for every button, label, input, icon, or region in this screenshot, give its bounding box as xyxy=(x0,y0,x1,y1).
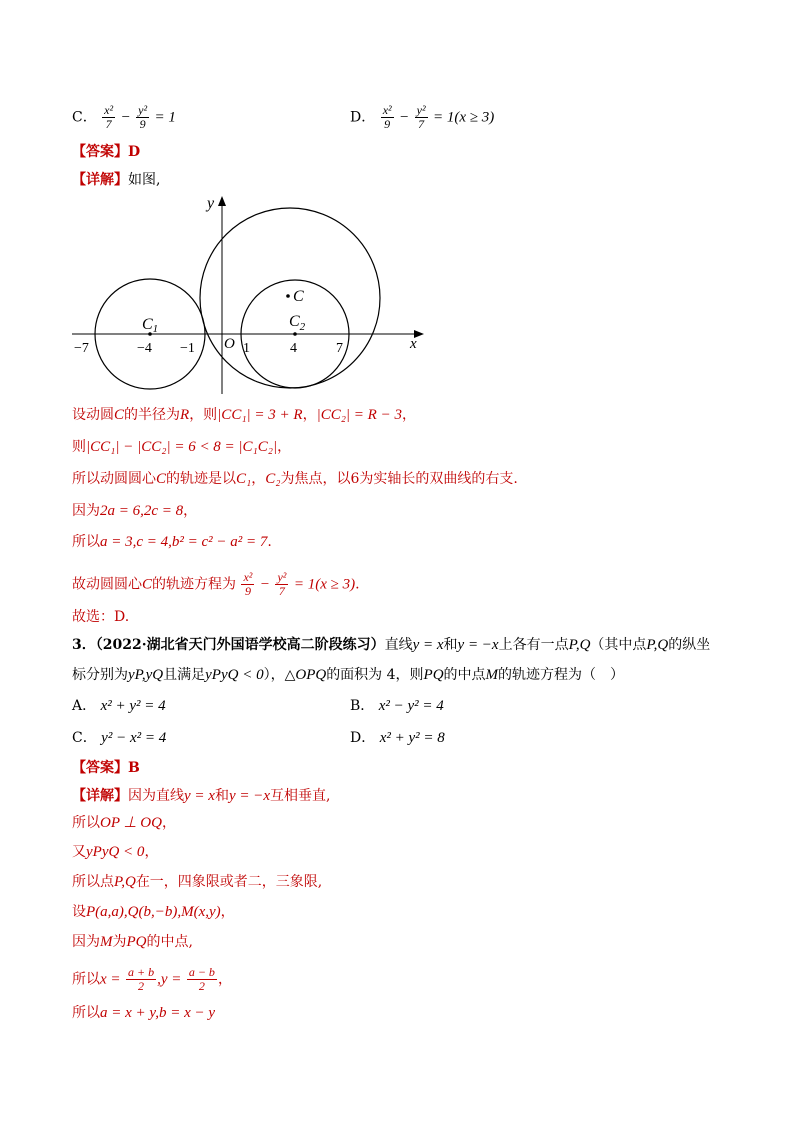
point-c xyxy=(286,294,290,298)
fraction: $\frac{\text{x²}}{9}$ xyxy=(382,103,392,131)
tick-label: 7 xyxy=(336,341,343,356)
tick-label: −7 xyxy=(74,341,89,356)
solution-line: 所以OP ⊥ OQ， xyxy=(72,815,176,831)
circles-figure xyxy=(60,190,440,400)
q3-option-a: A． x² + y² = 4 xyxy=(72,698,166,714)
solution-line: 则|CC₁| − |CC₂| = 6 < 8 = |C₁C₂|， xyxy=(72,439,292,455)
origin-label: O xyxy=(224,336,235,352)
solution-line: 所以点P,Q在一，四象限或者二，三象限, xyxy=(72,874,323,890)
fraction: $\frac{\text{y²}}{9}$ xyxy=(138,103,148,131)
solution-line: 故动圆圆心C的轨迹方程为 $\frac{\text{x²}}{9}$ − $\frac{\text{y²}}{7}$ = 1(x ≥ 3). xyxy=(72,570,360,598)
fraction: $\frac{\text{x²}}{7}$ xyxy=(104,103,114,131)
solution-line: 故选：D. xyxy=(72,609,130,625)
q2-option-c: C． $\frac{\text{x²}}{7}$ − $\frac{\text{y²}}{9}$ = 1 xyxy=(72,103,176,131)
q2-answer: 【答案】D xyxy=(72,144,141,160)
solution-line: 所以a = 3,c = 4,b² = c² − a² = 7. xyxy=(72,534,272,550)
tick-label: 4 xyxy=(290,341,297,356)
c1-label: C1 xyxy=(142,316,159,335)
fraction: $\frac{a + b}{2}$ xyxy=(127,965,155,993)
question-3-line-1: 3．（2022·湖北省天门外国语学校高二阶段练习）直线y = x和y = −x上各有一点P,Q（其中点P,Q的纵坐 xyxy=(72,637,711,653)
q3-option-c: C． y² − x² = 4 xyxy=(72,730,167,746)
point-c2 xyxy=(293,332,297,336)
solution-line: 设P(a,a),Q(b,−b),M(x,y)， xyxy=(72,904,235,920)
q3-answer: 【答案】B xyxy=(72,760,140,776)
tick-label: −4 xyxy=(137,341,152,356)
fraction: $\frac{\text{y²}}{7}$ xyxy=(277,570,287,598)
y-axis-label: y xyxy=(207,195,215,212)
y-axis-arrow-icon xyxy=(218,196,226,206)
solution-line: 设动圆C的半径为R，则|CC₁| = 3 + R，|CC₂| = R − 3， xyxy=(72,407,416,423)
fraction: $\frac{a - b}{2}$ xyxy=(188,965,215,993)
c-label: C xyxy=(293,288,304,305)
solution-line: 又yPyQ < 0， xyxy=(72,844,159,860)
fraction: $\frac{\text{x²}}{9}$ xyxy=(243,570,253,598)
solution-line: 因为2a = 6,2c = 8， xyxy=(72,503,198,519)
circle-c xyxy=(200,208,380,388)
solution-line: 所以动圆圆心C的轨迹是以C₁，C₂为焦点，以6为实轴长的双曲线的右支. xyxy=(72,471,518,487)
solution-line: 因为M为PQ的中点, xyxy=(72,934,193,950)
solution-line: 所以x = $\frac{a + b}{2}$ ,y = $\frac{a - b}{2}$ ， xyxy=(72,965,232,993)
fraction: $\frac{\text{y²}}{7}$ xyxy=(416,103,426,131)
q3-option-b: B． x² − y² = 4 xyxy=(350,698,444,714)
q2-option-d: D． $\frac{\text{x²}}{9}$ − $\frac{\text{y²}}{7}$ = 1(x ≥ 3) xyxy=(350,103,495,131)
solution-line: 【详解】因为直线y = x和y = −x互相垂直, xyxy=(72,788,331,804)
c2-label: $C_2$ xyxy=(289,313,306,333)
tick-label: 1 xyxy=(243,341,250,356)
q3-option-d: D． x² + y² = 8 xyxy=(350,730,445,746)
solution-line: 所以a = x + y,b = x − y xyxy=(72,1005,216,1021)
q2-detail-heading: 【详解】如图, xyxy=(72,172,161,188)
question-3-line-2: 标分别为yP,yQ且满足yPyQ < 0），△OPQ的面积为 4，则PQ的中点M的轨迹方程为（ ） xyxy=(72,667,625,683)
x-axis-label: x xyxy=(410,336,417,352)
tick-label: −1 xyxy=(180,341,195,356)
